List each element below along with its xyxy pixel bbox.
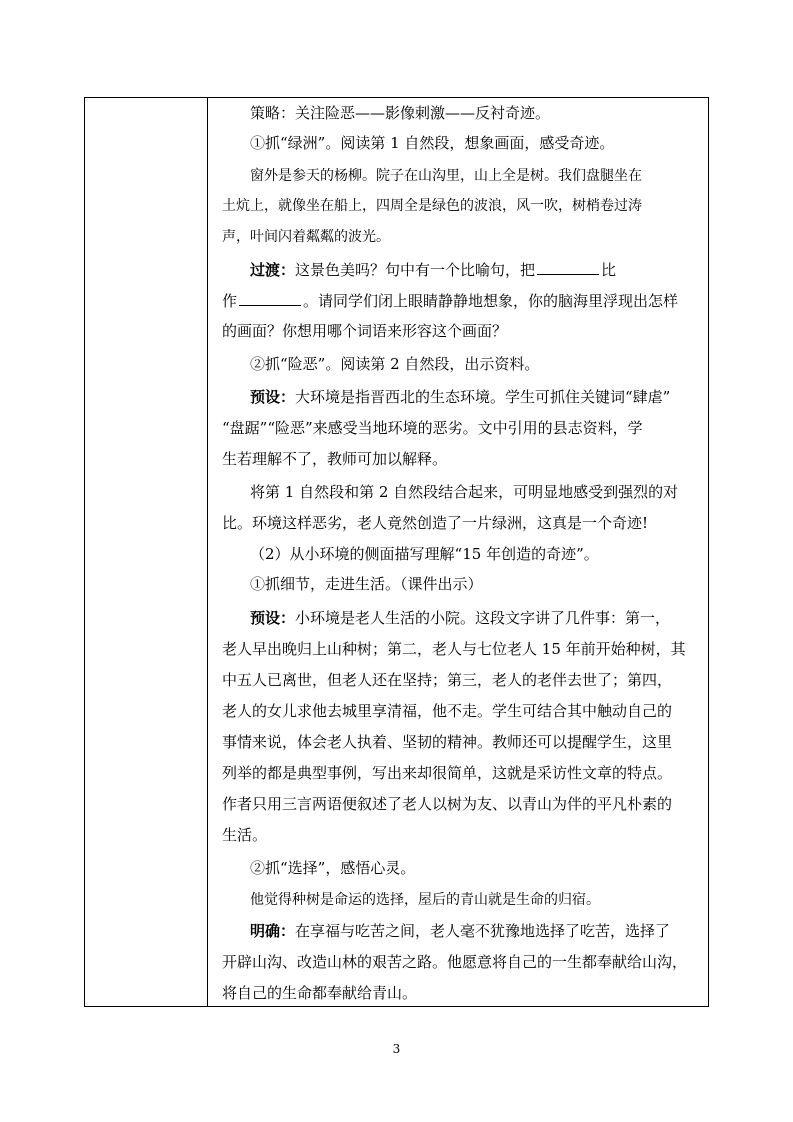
item4-line: ②抓“选择”，感悟心灵。	[250, 859, 416, 877]
quote2-line: 他觉得种树是命运的选择，屋后的青山就是生命的归宿。	[250, 892, 600, 908]
transition-text4: 。请同学们闭上眼睛静静地想象，你的脑海里浮现出怎样	[303, 292, 679, 310]
clarify-line3: 将自己的生命都奉献给青山。	[222, 984, 418, 1002]
item3-line: ①抓细节，走进生活。（课件出示）	[250, 575, 483, 593]
quote1-line2: 土炕上，就像坐在船上，四周全是绿色的波浪，风一吹，树梢卷过涛	[222, 198, 642, 214]
preset2-line4: 老人的女儿求他去城里享清福，他不走。学生可结合其中触动自己的	[222, 702, 673, 720]
blank-1	[537, 260, 599, 275]
transition-line3: 的画面？你想用哪个词语来形容这个画面？	[222, 322, 508, 340]
preset2-line1	[250, 608, 670, 628]
preset2-text1: 小环境是老人生活的小院。这段文字讲了几件事：第一，	[295, 609, 671, 627]
preset2-line3: 中五人已离世，但老人还在坚持；第三，老人的老伴去世了；第四，	[222, 671, 673, 689]
preset2-line2: 老人早出晚归上山种树；第二，老人与七位老人 15 年前开始种树，其	[222, 640, 686, 658]
blank-2	[239, 291, 301, 306]
preset1-label: 预设：	[250, 388, 296, 406]
preset2-line7: 作者只用三言两语便叙述了老人以树为友、以青山为伴的平凡朴素的	[222, 795, 673, 813]
clarify-text1: 在享福与吃苦之间，老人毫不犹豫地选择了吃苦，选择了	[295, 922, 671, 940]
preset2-line8: 生活。	[222, 826, 268, 844]
clarify-line2: 开辟山沟、改造山林的艰苦之路。他愿意将自己的一生都奉献给山沟，	[222, 953, 688, 971]
quote1-line3: 声，叶间闪着粼粼的波光。	[222, 229, 390, 245]
preset2-line5: 事情来说，体会老人执着、坚韧的精神。教师还可以提醒学生，这里	[222, 733, 673, 751]
page-number: 3	[392, 1042, 401, 1056]
transition-label: 过渡：	[250, 261, 296, 279]
strategy-line: 策略：关注险恶——影像刺激——反衬奇迹。	[250, 104, 551, 122]
preset2-line6: 列举的都是典型事例，写出来却很简单，这就是采访性文章的特点。	[222, 764, 673, 782]
transition-line1	[250, 260, 616, 280]
preset1-line2: “盘踞”“险恶”来感受当地环境的恶劣。文中引用的县志资料，学	[222, 419, 643, 437]
section2-line: （2）从小环境的侧面描写理解“15 年创造的奇迹”。	[250, 545, 599, 563]
item2-line: ②抓“险恶”。阅读第 2 自然段，出示资料。	[250, 355, 540, 373]
preset1-text1: 大环境是指晋西北的生态环境。学生可抓住关键词“肆虐”	[295, 388, 671, 406]
item1-line: ①抓“绿洲”。阅读第 1 自然段，想象画面，感受奇迹。	[250, 134, 615, 152]
preset1-line3: 生若理解不了，教师可加以解释。	[222, 450, 448, 468]
lesson-table	[84, 97, 709, 1007]
combine-line2: 比。环境这样恶劣，老人竟然创造了一片绿洲，这真是一个奇迹!	[222, 514, 649, 532]
clarify-line1	[250, 921, 670, 941]
transition-text1: 这景色美吗？句中有一个比喻句，把	[295, 261, 536, 279]
preset2-label: 预设：	[250, 609, 296, 627]
content-cell	[208, 98, 708, 1006]
clarify-label: 明确：	[250, 922, 296, 940]
quote1-line1: 窗外是参天的杨柳。院子在山沟里，山上全是树。我们盘腿坐在	[250, 168, 642, 184]
transition-text3: 作	[222, 292, 238, 310]
transition-text2: 比	[601, 261, 617, 279]
transition-line2	[222, 291, 678, 311]
preset1-line1	[250, 387, 670, 407]
combine-line1: 将第 1 自然段和第 2 自然段结合起来，可明显地感受到强烈的对	[250, 483, 679, 501]
